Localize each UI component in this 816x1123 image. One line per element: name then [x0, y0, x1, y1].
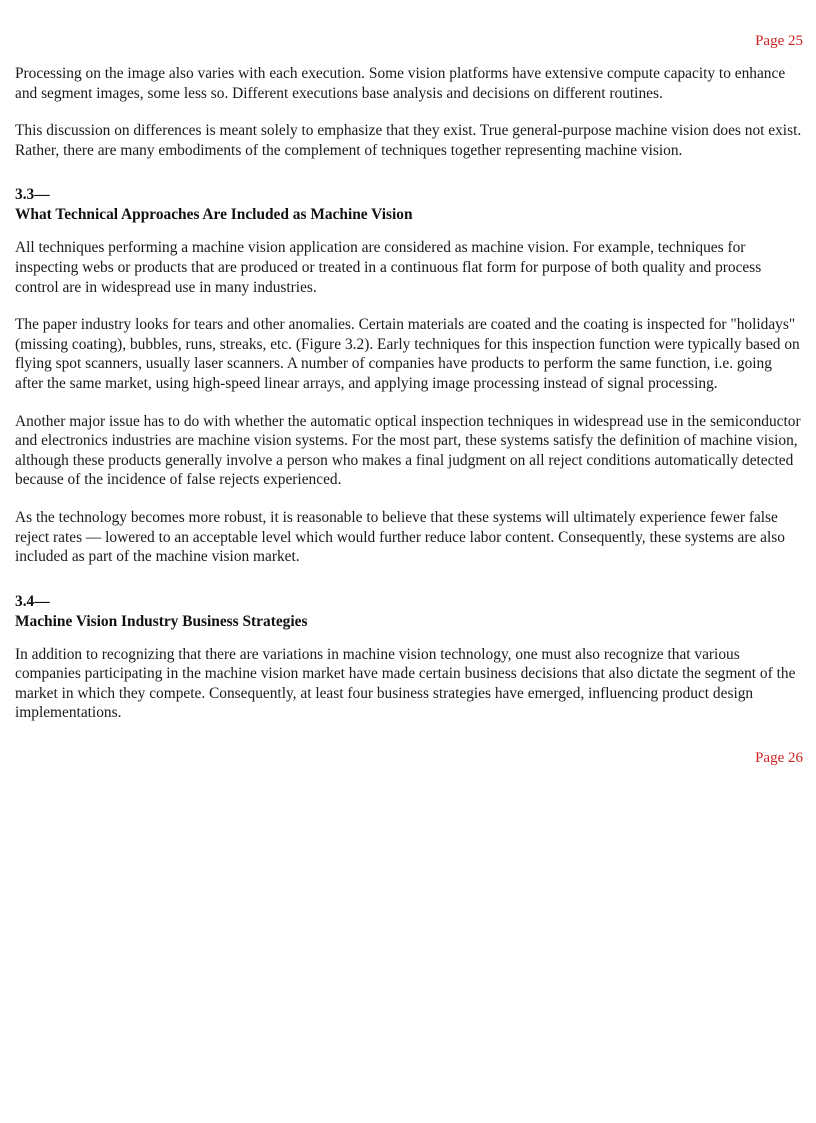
section-title-3-4: Machine Vision Industry Business Strategies	[15, 612, 308, 630]
section-3-3-paragraph-1: All techniques performing a machine vision application are considered as machine vision. For example, techniques for inspecting webs or products that are produced or treated in a continuous flat form for purpose of both quality and process control are in widespread use in many industries.	[15, 239, 762, 296]
section-3-4-paragraph-1: In addition to recognizing that there are variations in machine vision technology, one must also recognize that various companies participating in the machine vision market have made certain business decisions that also dictate the segment of the market in which they compete. Consequently, at least four business strategies have emerged, influencing product design implementations.	[15, 645, 796, 722]
intro-paragraph-2: This discussion on differences is meant solely to emphasize that they exist. True general-purpose machine vision does not exist. Rather, there are many embodiments of the complement of techniques together representing machine vision.	[15, 122, 802, 159]
section-3-3-paragraph-3: Another major issue has to do with whether the automatic optical inspection techniques in widespread use in the semiconductor and electronics industries are machine vision systems. For the most part, these systems satisfy the definition of machine vision, although these products generally involve a person who makes a final judgment on all reject conditions automatically detected because of the incidence of false rejects experienced.	[15, 412, 801, 489]
section-title-3-3: What Technical Approaches Are Included as Machine Vision	[15, 206, 413, 224]
section-3-3-paragraph-2: The paper industry looks for tears and other anomalies. Certain materials are coated and the coating is inspected for "holidays" (missing coating), bubbles, runs, streaks, etc. (Figure 3.2). Early techniques for this inspection function were typically based on flying spot scanners, usually laser scanners. A number of companies have products to perform the same function, i.e. going after the same market, using high-speed linear arrays, and applying image processing instead of signal processing.	[15, 316, 800, 392]
section-number-3-4: 3.4—	[15, 592, 50, 610]
section-3-3-paragraph-4: As the technology becomes more robust, it is reasonable to believe that these systems will ultimately experience fewer false reject rates — lowered to an acceptable level which would further reduce labor content. Consequently, these systems are also included as part of the machine vision market.	[15, 508, 785, 566]
section-number-3-3: 3.3—	[15, 186, 50, 204]
section-heading-3-4	[15, 592, 803, 632]
document-page	[15, 0, 803, 767]
intro-paragraph-1: Processing on the image also varies with each execution. Some vision platforms have extensive compute capacity to enhance and segment images, some less so. Different executions base analysis and decisions on different routines.	[15, 65, 786, 102]
section-heading-3-3	[15, 185, 803, 225]
page-number-top: Page 25	[755, 33, 803, 49]
page-number-bottom: Page 26	[755, 750, 803, 767]
